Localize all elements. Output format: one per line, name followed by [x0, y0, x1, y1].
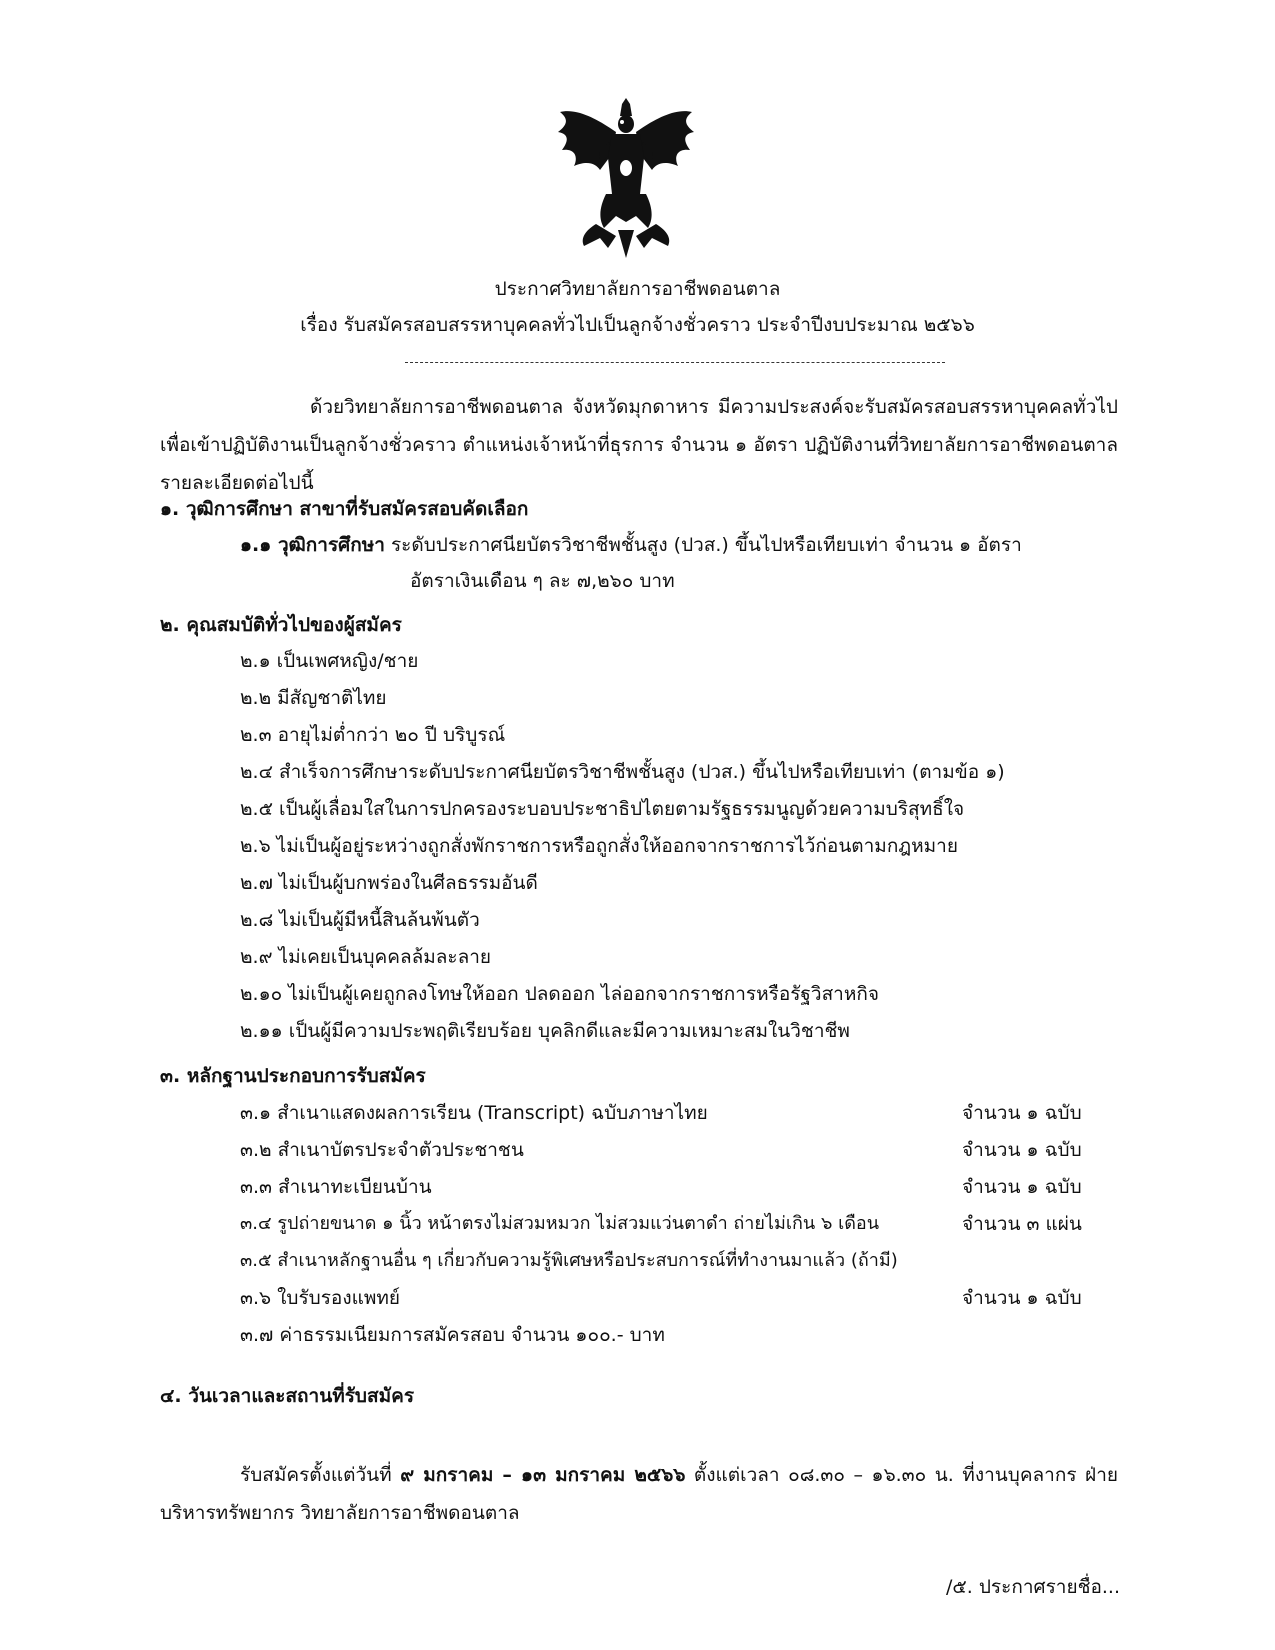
section1-heading: ๑. วุฒิการศึกษา สาขาที่รับสมัครสอบคัดเลือก [160, 498, 529, 520]
section2-item: ๒.๓ อายุไม่ต่ำกว่า ๒๐ ปี บริบูรณ์ [240, 724, 506, 746]
section1-salary: อัตราเงินเดือน ๆ ละ ๗,๒๖๐ บาท [410, 570, 675, 592]
section3-item: ๓.๓ สำเนาทะเบียนบ้าน [240, 1176, 432, 1198]
section3-item: ๓.๑ สำเนาแสดงผลการเรียน (Transcript) ฉบับภาษาไทย [240, 1102, 708, 1124]
section2-item: ๒.๔ สำเร็จการศึกษาระดับประกาศนียบัตรวิชาชีพชั้นสูง (ปวส.) ขึ้นไปหรือเทียบเท่า (ตามข้อ ๑) [240, 761, 1005, 783]
intro-paragraph: ด้วยวิทยาลัยการอาชีพดอนตาล จังหวัดมุกดาหาร มีความประสงค์จะรับสมัครสอบสรรหาบุคคลทั่วไป เพื่อเข้าปฏิบัติงานเป็นลูกจ้างชั่วคราว ตำแหน่งเจ้าหน้าที่ธุรการ จำนวน ๑ อัตรา ปฏิบัติงานที่วิทยาลัยการอาชีพดอนตาล รายละเอียดต่อไปนี้ [160, 396, 1118, 494]
section2-item: ๒.๑๑ เป็นผู้มีความประพฤติเรียบร้อย บุคลิกดีและมีความเหมาะสมในวิชาชีพ [240, 1020, 850, 1042]
announcement-title: ประกาศวิทยาลัยการอาชีพดอนตาล [494, 278, 781, 300]
section2-item: ๒.๕ เป็นผู้เลื่อมใสในการปกครองระบอบประชาธิปไตยตามรัฐธรรมนูญด้วยความบริสุทธิ์ใจ [240, 798, 965, 820]
section3-heading: ๓. หลักฐานประกอบการรับสมัคร [160, 1065, 426, 1087]
section3-item-qty: จำนวน ๑ ฉบับ [962, 1139, 1082, 1161]
section4-dates: ๙ มกราคม – ๑๓ มกราคม ๒๕๖๖ [400, 1464, 686, 1486]
announcement-subject: เรื่อง รับสมัครสอบสรรหาบุคคลทั่วไปเป็นลูกจ้างชั่วคราว ประจำปีงบประมาณ ๒๕๖๖ [300, 314, 975, 336]
section2-item: ๒.๑๐ ไม่เป็นผู้เคยถูกลงโทษให้ออก ปลดออก ไล่ออกจากราชการหรือรัฐวิสาหกิจ [240, 983, 880, 1005]
section3-item-qty: จำนวน ๓ แผ่น [962, 1213, 1082, 1235]
section2-item: ๒.๗ ไม่เป็นผู้บกพร่องในศีลธรรมอันดี [240, 872, 538, 894]
section1-item-text: ระดับประกาศนียบัตรวิชาชีพชั้นสูง (ปวส.) ขึ้นไปหรือเทียบเท่า จำนวน ๑ อัตรา [384, 534, 1022, 556]
section4-suffix: ตั้งแต่เวลา ๐๘.๓๐ – ๑๖.๓๐ น. ที่งานบุคลากร ฝ่ายบริหารทรัพยากร วิทยาลัยการอาชีพดอนตาล [160, 1464, 1118, 1524]
header-divider [405, 362, 945, 363]
section1-item [240, 532, 1022, 558]
continued-note: /๕. ประกาศรายชื่อ... [946, 1576, 1120, 1598]
section2-item: ๒.๘ ไม่เป็นผู้มีหนี้สินล้นพ้นตัว [240, 909, 480, 931]
section4-prefix: รับสมัครตั้งแต่วันที่ [240, 1464, 401, 1486]
section3-item-qty: จำนวน ๑ ฉบับ [962, 1287, 1082, 1309]
section2-item: ๒.๖ ไม่เป็นผู้อยู่ระหว่างถูกสั่งพักราชการหรือถูกสั่งให้ออกจากราชการไว้ก่อนตามกฎหมาย [240, 835, 958, 857]
section3-item-qty: จำนวน ๑ ฉบับ [962, 1102, 1082, 1124]
section2-heading: ๒. คุณสมบัติทั่วไปของผู้สมัคร [160, 614, 402, 636]
section2-item: ๒.๑ เป็นเพศหญิง/ชาย [240, 650, 419, 672]
section2-item: ๒.๒ มีสัญชาติไทย [240, 687, 387, 709]
section1-item-label: ๑.๑ วุฒิการศึกษา [240, 534, 385, 556]
section3-item: ๓.๔ รูปถ่ายขนาด ๑ นิ้ว หน้าตรงไม่สวมหมวก ไม่สวมแว่นตาดำ ถ่ายไม่เกิน ๖ เดือน [240, 1213, 880, 1234]
section3-item: ๓.๕ สำเนาหลักฐานอื่น ๆ เกี่ยวกับความรู้พิเศษหรือประสบการณ์ที่ทำงานมาแล้ว (ถ้ามี) [240, 1250, 898, 1271]
section2-item: ๒.๙ ไม่เคยเป็นบุคคลล้มละลาย [240, 946, 492, 968]
section3-item: ๓.๗ ค่าธรรมเนียมการสมัครสอบ จำนวน ๑๐๐.- บาท [240, 1324, 665, 1346]
garuda-emblem-icon [556, 98, 696, 258]
section3-item: ๓.๒ สำเนาบัตรประจำตัวประชาชน [240, 1139, 524, 1161]
section4-heading: ๔. วันเวลาและสถานที่รับสมัคร [160, 1385, 415, 1407]
section3-item-qty: จำนวน ๑ ฉบับ [962, 1176, 1082, 1198]
section3-item: ๓.๖ ใบรับรองแพทย์ [240, 1287, 401, 1309]
section4-body [160, 1456, 1118, 1532]
